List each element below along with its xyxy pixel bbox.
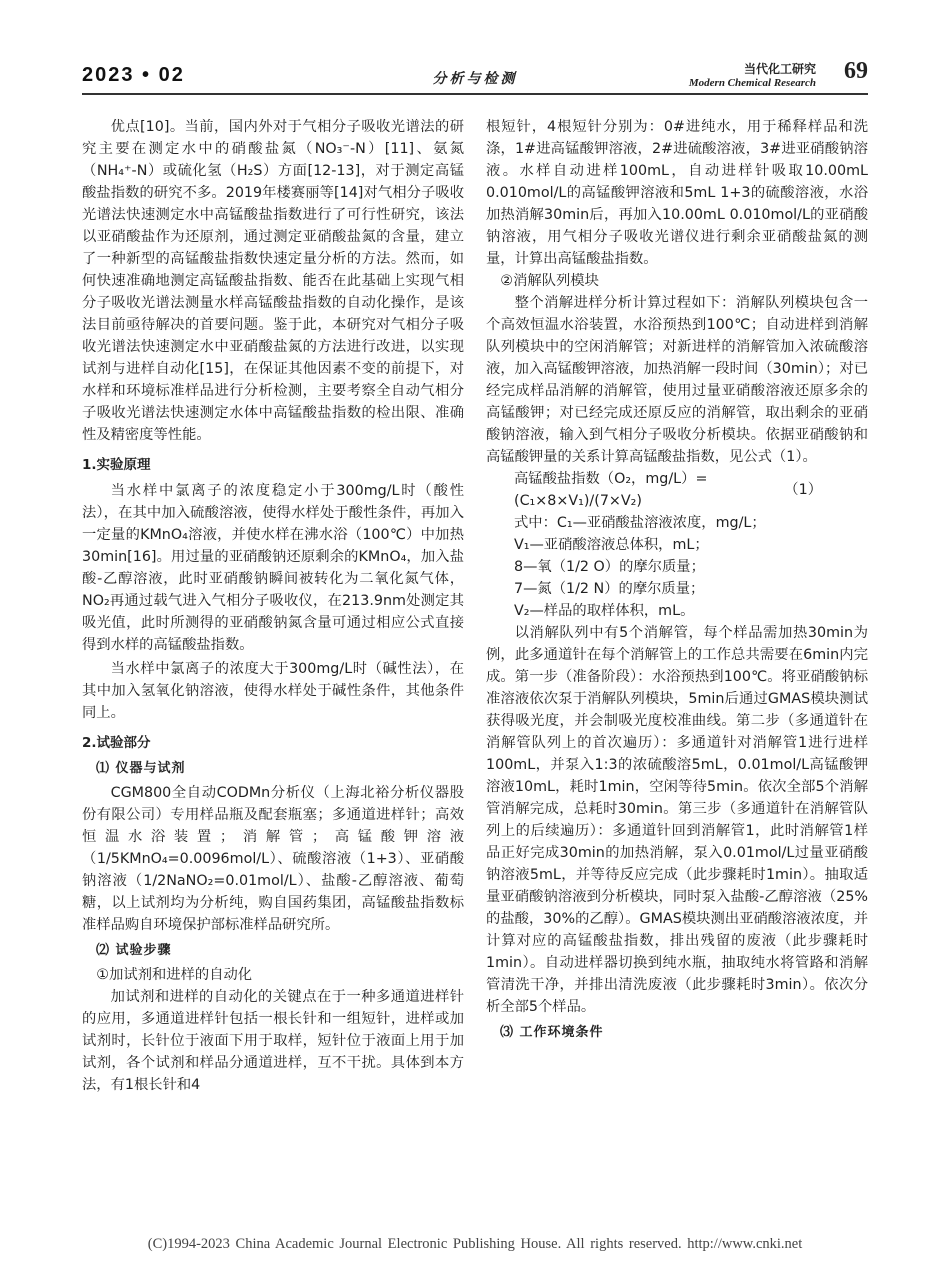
formula-line-2: (C₁×8×V₁)/(7×V₂) xyxy=(514,493,642,509)
page-header xyxy=(82,58,868,92)
paragraph: 当水样中氯离子的浓度大于300mg/L时（碱性法），在其中加入氢氧化钠溶液，使得水样处于碱性条件，其他条件同上。 xyxy=(82,661,464,721)
subheading-conditions: ⑶ 工作环境条件 xyxy=(500,1025,604,1040)
paragraph: 整个消解进样分析计算过程如下：消解队列模块包含一个高效恒温水浴装置，水浴预热到100℃；自动进样到消解队列模块中的空闲消解管；对新进样的消解管加入浓硫酸溶液，加入高锰酸钾溶液，加热消解一段时间（30min）；对已经完成样品消解的消解管，使用过量亚硝酸溶液还原多余的高锰酸钾；对已经完成还原反应的消解管，取出剩余的亚硝酸钠溶液，输入到气相分子吸收分析模块。依据亚硝酸钠和高锰酸钾量的关系计算高锰酸盐指数，见公式（1）。 xyxy=(486,295,868,465)
step-heading: ①加试剂和进样的自动化 xyxy=(96,967,253,983)
paragraph: 以消解队列中有5个消解管，每个样品需加热30min为例，此多通道针在每个消解管上的工作总共需要在6min内完成。第一步（准备阶段）：水浴预热到100℃。将亚硝酸钠标准溶液依次泵于消解队列模块，5min后通过GMAS模块测试获得吸光度，并会制吸光度校准曲线。第二步（多通道针在消解管队列上的首次遍历）：多通道针对消解管1进行进样100mL，并泵入1:3的浓硫酸溶5mL，0.01mol/L高锰酸钾溶液10mL，耗时1min，空闲等待5min。依次全部5个消解管消解完成，总耗时30min。第三步（多通道针在消解管队列上的后续遍历）：多通道针回到消解管1，此时消解管1样品正好完成30min的加热消解，泵入0.01mol/L过量亚硝酸钠溶液5mL，并等待反应完成（此步骤耗时1min）。抽取适量亚硝酸钠溶液到分析模块，同时泵入盐酸-乙醇溶液（25%的盐酸，30%的乙醇）。GMAS模块测出亚硝酸溶液浓度，并计算对应的高锰酸盐指数，排出残留的废液（此步骤耗时1min）。自动进样器切换到纯水瓶，抽取纯水将管路和消解管清洗干净，并排出清洗废液（此步骤耗时3min）。依次分析全部5个样品。 xyxy=(486,625,868,1015)
issue-year: 2023 • 02 xyxy=(82,64,185,86)
definition: V₂—样品的取样体积，mL。 xyxy=(514,603,695,619)
definition: 7—氮（1/2 N）的摩尔质量； xyxy=(514,581,705,597)
journal-name-en: Modern Chemical Research xyxy=(688,77,816,89)
step-heading: ②消解队列模块 xyxy=(500,273,599,289)
paragraph: 加试剂和进样的自动化的关键点在于一种多通道进样针的应用，多通道进样针包括一根长针和一组短针，进样或加试剂时，长针位于液面下用于取样，短针位于液面上用于加试剂，各个试剂和样品分通道进样，互不干扰。具体到本方法，有1根长针和4 xyxy=(82,989,464,1093)
definition: 式中：C₁—亚硝酸盐溶液浓度，mg/L； xyxy=(514,515,766,531)
page-number: 69 xyxy=(844,58,868,84)
journal-name-cn: 当代化工研究 xyxy=(743,62,816,76)
left-column xyxy=(82,116,464,1096)
journal-name xyxy=(689,60,816,89)
paragraph: 根短针，4根短针分别为：0#进纯水，用于稀释样品和洗涤，1#进高锰酸钾溶液，2#进硫酸溶液，3#进亚硝酸钠溶液。水样自动进样100mL，自动进样针吸取10.00mL 0.010mol/L的高锰酸钾溶液和5mL 1+3的硫酸溶液，水浴加热消解30min后，再加入10.00mL 0.010mol/L的亚硝酸钠溶液，用气相分子吸收光谱仪进行剩余亚硝酸盐氮的测量，计算出高锰酸盐指数。 xyxy=(486,119,868,267)
section-title: 分析与检测 xyxy=(432,71,518,87)
subheading-steps: ⑵ 试验步骤 xyxy=(96,943,172,958)
right-column xyxy=(486,116,868,1046)
equation-number: （1） xyxy=(784,482,822,498)
paragraph: CGM800全自动CODMn分析仪（上海北裕分析仪器股份有限公司）专用样品瓶及配套瓶塞；多通道进样针；高效恒温水浴装置；消解管；高锰酸钾溶液（1/5KMnO₄=0.0096mol/L）、硫酸溶液（1+3）、亚硝酸钠溶液（1/2NaNO₂=0.01mol/L）、盐酸-乙醇溶液、葡萄糖，以上试剂均为分析纯，购自国药集团，高锰酸盐指数标准样品购自环境保护部标准样品研究所。 xyxy=(82,785,464,933)
header-rule xyxy=(82,93,868,95)
paragraph: 优点[10]。当前，国内外对于气相分子吸收光谱法的研究主要在测定水中的硝酸盐氮（NO₃⁻-N）[11]、氨氮（NH₄⁺-N）或硫化氢（H₂S）方面[12-13]，对于测定高锰酸盐指数的研究不多。2019年楼赛丽等[14]对气相分子吸收光谱法快速测定水中高锰酸盐指数进行了可行性研究，该法以亚硝酸盐作为还原剂，通过测定亚硝酸盐氮的含量，建立了一种新型的高锰酸盐指数快速定量分析的方法。然而，如何快速准确地测定高锰酸盐指数、能否在此基础上实现气相分子吸收光谱法测量水样高锰酸盐指数的自动化操作，是该法目前亟待解决的首要问题。鉴于此，本研究对气相分子吸收光谱法快速测定水中亚硝酸盐氮的方法进行改进，以实现试剂与进样自动化[15]，在保证其他因素不变的前提下，对水样和环境标准样品进行分析检测，主要考察全自动气相分子吸收光谱法快速测定水体中高锰酸盐指数的检出限、准确性及精密度等性能。 xyxy=(82,119,464,443)
definition: V₁—亚硝酸溶液总体积，mL； xyxy=(514,537,709,553)
section-heading-principle: 1.实验原理 xyxy=(82,457,151,473)
formula-1 xyxy=(486,468,868,512)
paragraph: 当水样中氯离子的浓度稳定小于300mg/L时（酸性法），在其中加入硫酸溶液，使得水样处于酸性条件，再加入一定量的KMnO₄溶液，并使水样在沸水浴（100℃）中加热30min[16]。用过量的亚硝酸钠还原剩余的KMnO₄，加入盐酸-乙醇溶液，此时亚硝酸钠瞬间被转化为二氧化氮气体，NO₂再通过载气进入气相分子吸收仪，在213.9nm处测定其吸光值，此时所测得的亚硝酸钠氮含量可通过相应公式直接得到水样的高锰酸盐指数。 xyxy=(82,483,464,653)
formula-definitions xyxy=(486,512,868,622)
definition: 8—氧（1/2 O）的摩尔质量； xyxy=(514,559,705,575)
subheading-instruments: ⑴ 仪器与试剂 xyxy=(96,761,186,776)
formula-line-1: 高锰酸盐指数（O₂，mg/L）= xyxy=(514,471,708,487)
section-heading-experiment: 2.试验部分 xyxy=(82,735,151,751)
copyright-footer: (C)1994-2023 China Academic Journal Electronic Publishing House. All rights reserved. http://www.cnki.net xyxy=(147,1236,803,1252)
